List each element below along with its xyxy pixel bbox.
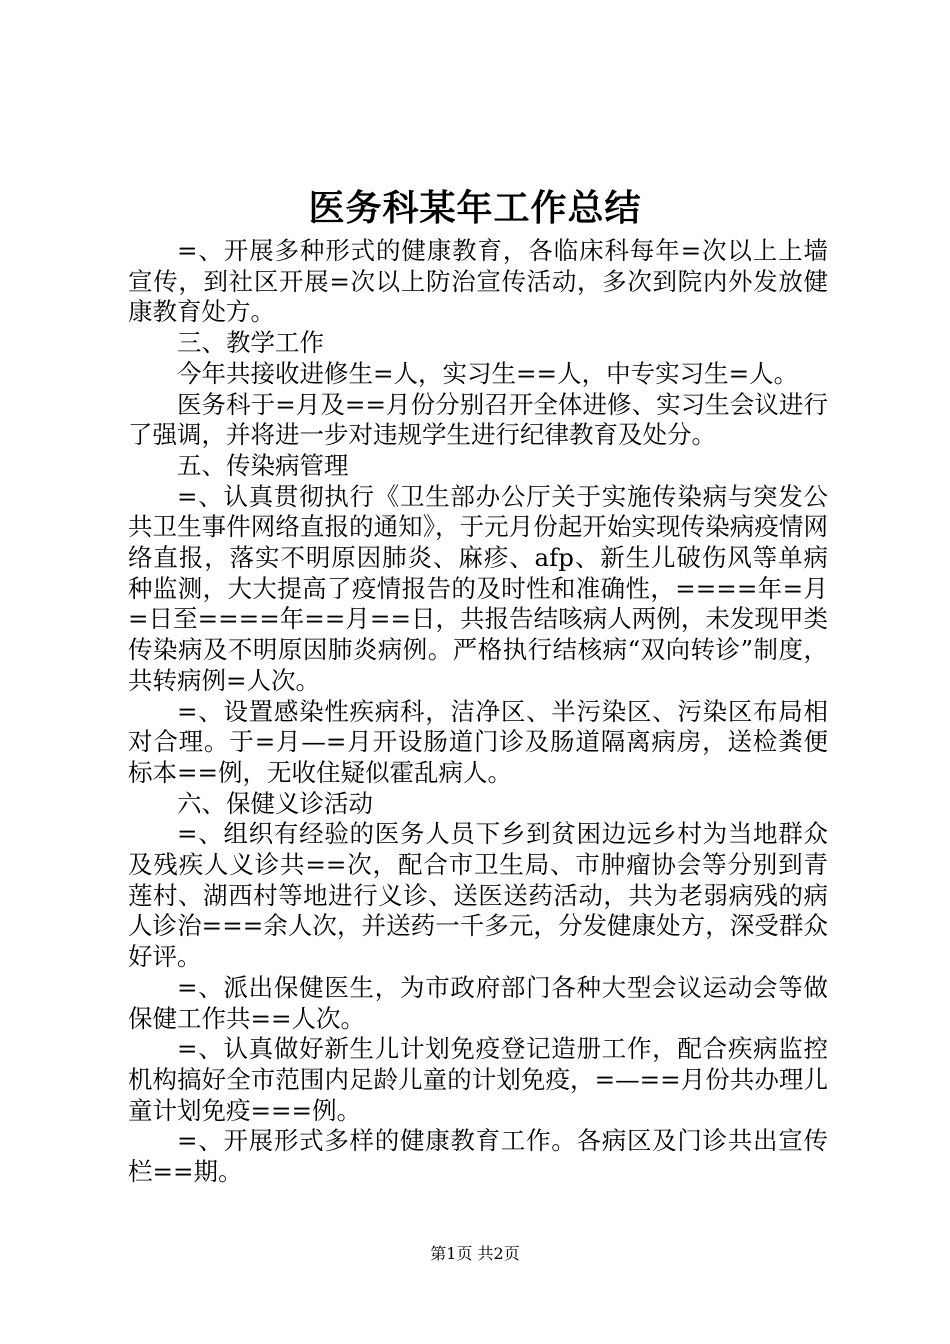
- document-body: [128, 236, 828, 1188]
- section-heading-health-clinic: 六、保健义诊活动: [177, 788, 373, 818]
- section-heading-teaching: 三、教学工作: [177, 328, 324, 358]
- section-heading-infectious-disease: 五、传染病管理: [177, 450, 349, 480]
- paragraph-health-education: =、开展多种形式的健康教育，各临床科每年=次以上上墙宣传，到社区开展=次以上防治宣传活动，多次到院内外发放健康教育处方。: [128, 236, 828, 327]
- paragraph-infection-department: =、设置感染性疾病科，洁净区、半污染区、污染区布局相对合理。于=月—=月开设肠道门诊及肠道隔离病房，送检粪便标本==例，无收住疑似霍乱病人。: [128, 696, 828, 787]
- paragraph-publicity-boards: =、开展形式多样的健康教育工作。各病区及门诊共出宣传栏==期。: [128, 1126, 828, 1187]
- page-number-footer: 第1页 共2页: [430, 1244, 520, 1263]
- paragraph-trainees: 今年共接收进修生=人，实习生==人，中专实习生=人。: [177, 358, 799, 388]
- paragraph-free-clinic: =、组织有经验的医务人员下乡到贫困边远乡村为当地群众及残疾人义诊共==次，配合市卫生局、市肿瘤协会等分别到青莲村、湖西村等地进行义诊、送医送药活动，共为老弱病残的病人诊治===余人次，并送药一千多元，分发健康处方，深受群众好评。: [128, 819, 828, 972]
- paragraph-network-reporting: =、认真贯彻执行《卫生部办公厅关于实施传染病与突发公共卫生事件网络直报的通知》，于元月份起开始实现传染病疫情网络直报，落实不明原因肺炎、麻疹、afp、新生儿破伤风等单病种监测，大大提高了疫情报告的及时性和准确性，====年=月=日至====年==月==日，共报告结咳病人两例，未发现甲类传染病及不明原因肺炎病例。严格执行结核病“双向转诊”制度，共转病例=人次。: [128, 481, 828, 695]
- paragraph-health-doctors: =、派出保健医生，为市政府部门各种大型会议运动会等做保健工作共==人次。: [128, 972, 828, 1033]
- paragraph-immunization: =、认真做好新生儿计划免疫登记造册工作，配合疾病监控机构搞好全市范围内足龄儿童的计划免疫，=—==月份共办理儿童计划免疫===例。: [128, 1034, 828, 1125]
- paragraph-trainee-meetings: 医务科于=月及==月份分别召开全体进修、实习生会议进行了强调，并将进一步对违规学生进行纪律教育及处分。: [128, 389, 828, 450]
- document-title: 医务科某年工作总结: [308, 187, 642, 229]
